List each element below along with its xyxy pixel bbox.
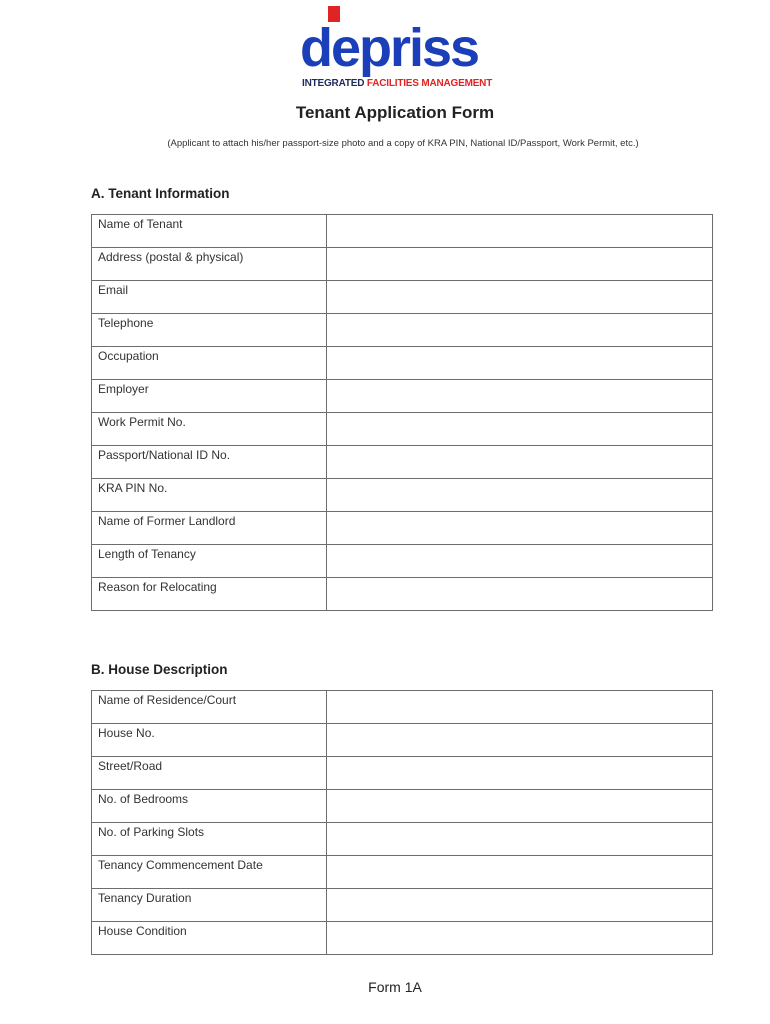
field-value[interactable] xyxy=(327,347,713,380)
table-row xyxy=(92,248,713,281)
field-value[interactable] xyxy=(327,724,713,757)
table-row xyxy=(92,724,713,757)
field-value[interactable] xyxy=(327,248,713,281)
table-row xyxy=(92,479,713,512)
table-row xyxy=(92,215,713,248)
field-label: Street/Road xyxy=(92,757,327,790)
field-label: House Condition xyxy=(92,922,327,955)
logo-mark xyxy=(296,6,496,78)
field-value[interactable] xyxy=(327,380,713,413)
field-label: KRA PIN No. xyxy=(92,479,327,512)
tenant-info-table xyxy=(91,214,713,611)
field-label: Employer xyxy=(92,380,327,413)
field-value[interactable] xyxy=(327,856,713,889)
table-row xyxy=(92,446,713,479)
company-logo xyxy=(296,6,496,92)
field-label: Name of Former Landlord xyxy=(92,512,327,545)
table-row xyxy=(92,856,713,889)
field-value[interactable] xyxy=(327,823,713,856)
field-label: Name of Tenant xyxy=(92,215,327,248)
table-row xyxy=(92,578,713,611)
field-label: Telephone xyxy=(92,314,327,347)
field-label: Tenancy Commencement Date xyxy=(92,856,327,889)
table-row xyxy=(92,922,713,955)
section-a-heading: A. Tenant Information xyxy=(91,186,230,201)
table-row xyxy=(92,380,713,413)
page-title: Tenant Application Form xyxy=(295,103,495,122)
logo-wordmark: depriss xyxy=(300,18,479,78)
field-label: Email xyxy=(92,281,327,314)
field-value[interactable] xyxy=(327,512,713,545)
table-row xyxy=(92,413,713,446)
field-value[interactable] xyxy=(327,281,713,314)
field-label: House No. xyxy=(92,724,327,757)
house-description-table xyxy=(91,690,713,955)
field-label: Passport/National ID No. xyxy=(92,446,327,479)
field-value[interactable] xyxy=(327,413,713,446)
logo-tagline xyxy=(302,78,492,89)
table-row xyxy=(92,889,713,922)
field-value[interactable] xyxy=(327,479,713,512)
field-label: No. of Parking Slots xyxy=(92,823,327,856)
tagline-part2: FACILITIES MANAGEMENT xyxy=(366,78,493,89)
field-value[interactable] xyxy=(327,757,713,790)
field-label: Reason for Relocating xyxy=(92,578,327,611)
field-label: Address (postal & physical) xyxy=(92,248,327,281)
field-value[interactable] xyxy=(327,790,713,823)
table-row xyxy=(92,314,713,347)
table-row xyxy=(92,757,713,790)
table-row xyxy=(92,281,713,314)
table-row xyxy=(92,790,713,823)
field-value[interactable] xyxy=(327,314,713,347)
table-row xyxy=(92,347,713,380)
field-label: Work Permit No. xyxy=(92,413,327,446)
tagline-part1: INTEGRATED xyxy=(302,78,365,89)
table-row xyxy=(92,512,713,545)
field-value[interactable] xyxy=(327,922,713,955)
field-label: Name of Residence/Court xyxy=(92,691,327,724)
field-label: Tenancy Duration xyxy=(92,889,327,922)
field-label: No. of Bedrooms xyxy=(92,790,327,823)
field-value[interactable] xyxy=(327,215,713,248)
field-value[interactable] xyxy=(327,691,713,724)
field-label: Occupation xyxy=(92,347,327,380)
section-b-heading: B. House Description xyxy=(91,662,228,677)
table-row xyxy=(92,691,713,724)
table-row xyxy=(92,545,713,578)
page-subtitle: (Applicant to attach his/her passport-size photo and a copy of KRA PIN, National ID/Passport, Work Permit, etc.) xyxy=(167,138,639,149)
field-label: Length of Tenancy xyxy=(92,545,327,578)
field-value[interactable] xyxy=(327,578,713,611)
field-value[interactable] xyxy=(327,889,713,922)
form-number: Form 1A xyxy=(368,979,422,995)
field-value[interactable] xyxy=(327,446,713,479)
table-row xyxy=(92,823,713,856)
field-value[interactable] xyxy=(327,545,713,578)
